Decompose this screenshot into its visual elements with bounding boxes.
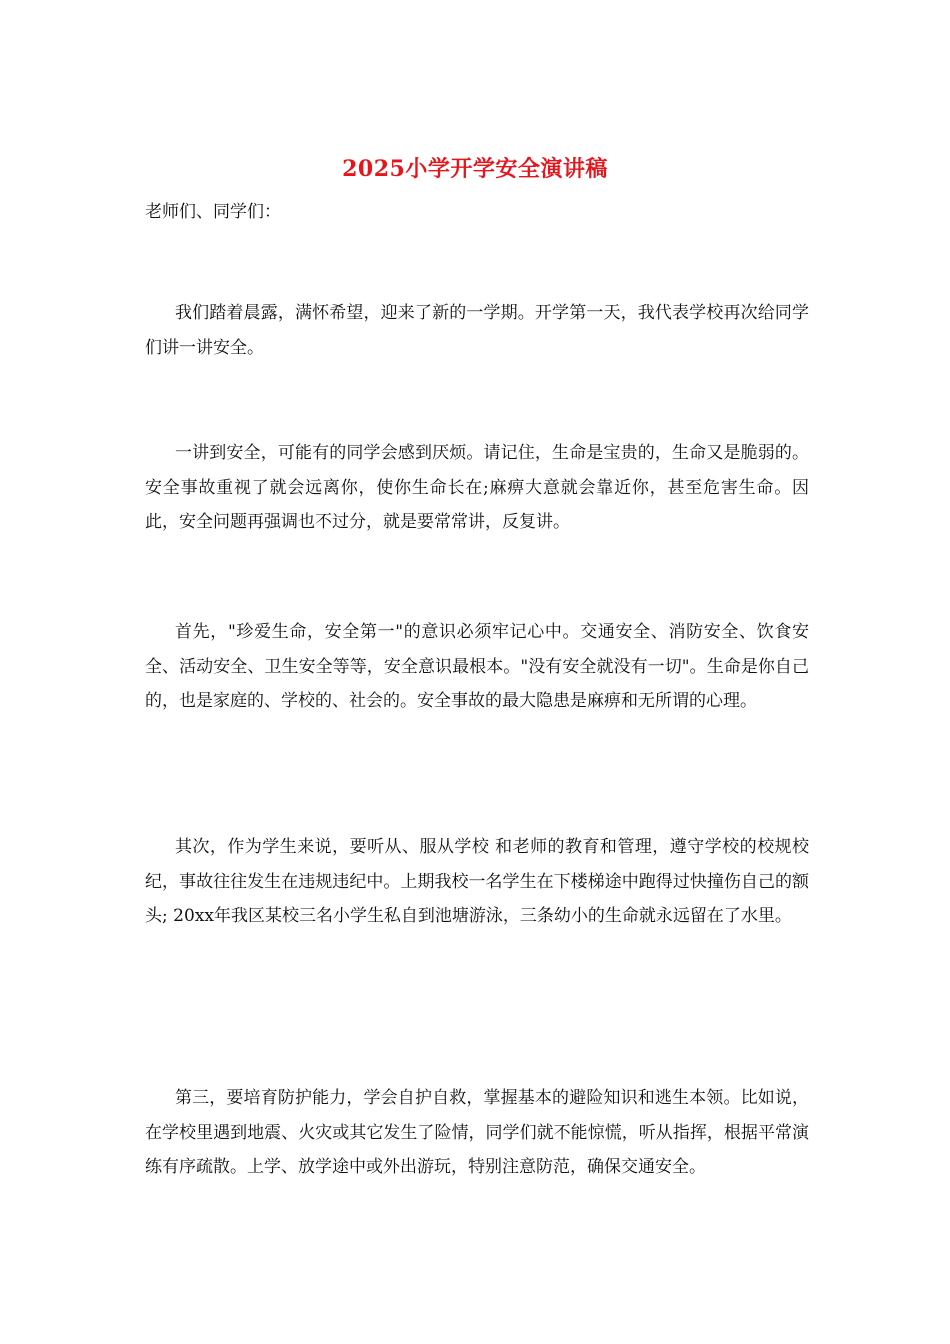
paragraph-4: 其次，作为学生来说，要听从、服从学校 和老师的教育和管理，遵守学校的校规校纪，事故往往发生在违规违纪中。上期我校一名学生在下楼梯途中跑得过快撞伤自己的额头; 20xx年我区某校三名小学生私自到池塘游泳，三条幼小的生命就永远留在了水里。 <box>145 837 809 926</box>
document-title: 2025小学开学安全演讲稿 <box>342 156 608 182</box>
paragraph-1: 我们踏着晨露，满怀希望，迎来了新的一学期。开学第一天，我代表学校再次给同学们讲一讲安全。 <box>145 303 809 358</box>
greeting-line: 老师们、同学们： <box>145 202 281 222</box>
paragraph-5: 第三，要培育防护能力，学会自护自救，掌握基本的避险知识和逃生本领。比如说，在学校里遇到地震、火灾或其它发生了险情，同学们就不能惊慌，听从指挥，根据平常演练有序疏散。上学、放学途中或外出游玩，特别注意防范，确保交通安全。 <box>145 1088 809 1177</box>
paragraph-2: 一讲到安全，可能有的同学会感到厌烦。请记住，生命是宝贵的，生命又是脆弱的。安全事故重视了就会远离你，使你生命长在;麻痹大意就会靠近你，甚至危害生命。因此，安全问题再强调也不过分，就是要常常讲，反复讲。 <box>145 443 809 532</box>
paragraph-3: 首先，"珍爱生命，安全第一"的意识必须牢记心中。交通安全、消防安全、饮食安全、活动安全、卫生安全等等，安全意识最根本。"没有安全就没有一切"。生命是你自己的，也是家庭的、学校的、社会的。安全事故的最大隐患是麻痹和无所谓的心理。 <box>145 622 809 711</box>
